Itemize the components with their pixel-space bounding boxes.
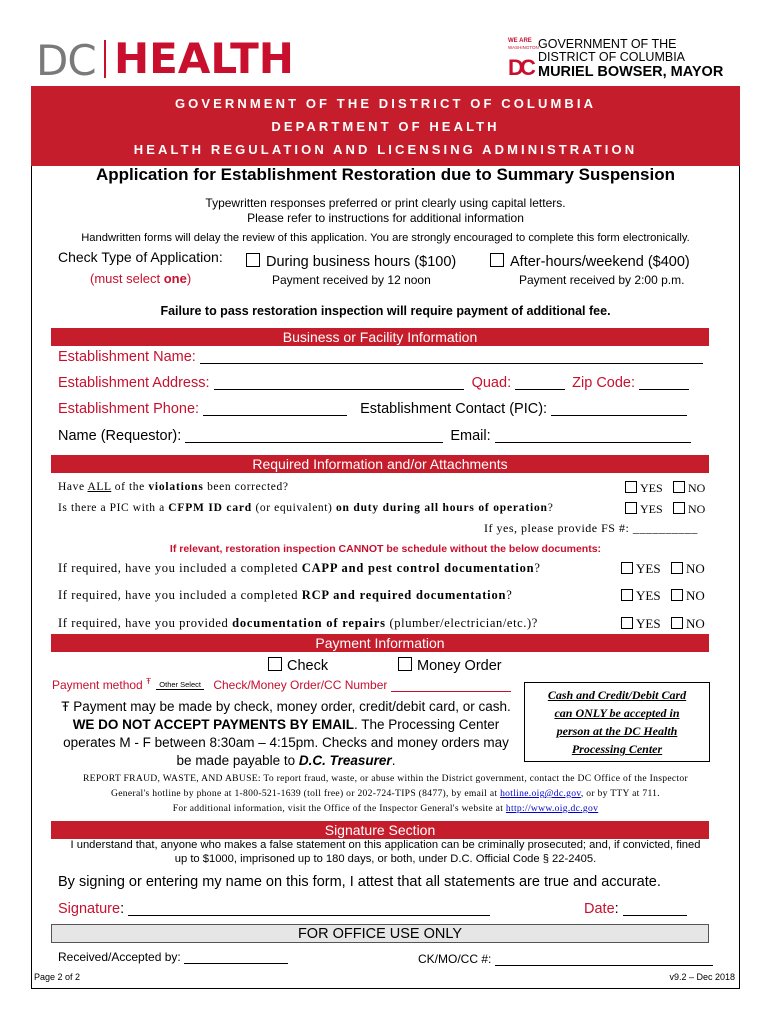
must-select-note bbox=[90, 271, 191, 286]
email-label: Email: bbox=[450, 428, 491, 444]
requestor-label: Name (Requestor): bbox=[58, 428, 182, 444]
payment-para-line1 bbox=[50, 698, 522, 716]
q3-yes-checkbox[interactable] bbox=[621, 562, 633, 574]
q5-yes-checkbox[interactable] bbox=[621, 617, 633, 629]
establishment-name-field[interactable] bbox=[200, 349, 703, 364]
payment-para-line3: operates M - F between 8:30am – 4:15pm. Checks and money orders may bbox=[63, 735, 509, 750]
question-pic-on-duty bbox=[58, 502, 553, 514]
payment-para-line2-rest: . The Processing Center bbox=[353, 717, 500, 732]
q2-no-checkbox[interactable] bbox=[673, 502, 685, 514]
payment-method-row bbox=[52, 677, 511, 692]
gov-line2: DISTRICT OF COLUMBIA bbox=[538, 50, 686, 64]
logo-dc: DC bbox=[36, 36, 96, 85]
q1-pre: Have bbox=[58, 481, 88, 493]
office-use-heading: FOR OFFICE USE ONLY bbox=[51, 924, 709, 943]
instruction-line3: Handwritten forms will delay the review of this application. You are strongly encouraged to complete this form electronically. bbox=[81, 232, 690, 244]
establishment-phone-row bbox=[58, 401, 687, 417]
signature-colon: : bbox=[120, 901, 125, 917]
q2-pre: Is there a PIC with a bbox=[58, 502, 169, 514]
payment-para-line1-text: Payment may be made by check, money order, credit/debit card, or cash. bbox=[73, 699, 511, 714]
box-line1 bbox=[525, 686, 709, 704]
money-order-option[interactable] bbox=[398, 657, 502, 674]
check-label: Check bbox=[287, 658, 329, 674]
business-hours-note: Payment received by 12 noon bbox=[272, 273, 431, 287]
quad-label: Quad: bbox=[471, 375, 512, 391]
check-checkbox[interactable] bbox=[268, 657, 282, 671]
q2-no-option[interactable] bbox=[673, 502, 705, 517]
payment-section-heading: Payment Information bbox=[51, 634, 709, 652]
dc-flag-icon bbox=[508, 53, 534, 84]
washington-text: WASHINGTON bbox=[508, 45, 539, 50]
attestation: By signing or entering my name on this form, I attest that all statements are true and accurate. bbox=[58, 874, 661, 890]
q4-pre: If required, have you included a completed bbox=[58, 588, 302, 602]
signature-section-heading: Signature Section bbox=[51, 821, 709, 839]
date-field[interactable] bbox=[623, 901, 687, 916]
svg-text:D: D bbox=[508, 55, 524, 80]
q3-bold: CAPP and pest control documentation bbox=[301, 561, 535, 575]
q5-post: (plumber/electrician/etc.)? bbox=[385, 616, 538, 630]
payment-para-line2 bbox=[50, 716, 522, 734]
ck-mo-cc-field[interactable] bbox=[495, 951, 713, 966]
q1-bold: violations bbox=[148, 481, 204, 493]
question-capp bbox=[58, 561, 541, 576]
q2-bold2: on duty during all hours of operation bbox=[335, 502, 548, 514]
payment-para-line4-pre: be made payable to bbox=[176, 753, 299, 768]
box-line3 bbox=[525, 722, 709, 740]
mayor-line: MURIEL BOWSER, MAYOR bbox=[538, 64, 724, 80]
payment-method-dagger: Ŧ bbox=[146, 677, 151, 686]
signature-field[interactable] bbox=[128, 901, 490, 916]
box-line1-text: Cash and Credit/Debit Card bbox=[547, 688, 687, 702]
dc-government-logo bbox=[508, 38, 738, 84]
q1-no-label: NO bbox=[688, 481, 706, 495]
ck-mo-cc-row bbox=[418, 951, 713, 966]
q3-no-option[interactable] bbox=[671, 561, 705, 577]
box-line4-text: Processing Center bbox=[571, 742, 663, 756]
q4-no-label: NO bbox=[686, 588, 705, 603]
after-hours-checkbox[interactable] bbox=[490, 253, 504, 267]
establishment-phone-label: Establishment Phone: bbox=[58, 401, 200, 417]
q3-no-label: NO bbox=[686, 561, 705, 576]
q2-mid: (or equivalent) bbox=[252, 502, 336, 514]
q5-pre: If required, have you provided bbox=[58, 616, 233, 630]
zip-field[interactable] bbox=[639, 375, 689, 390]
banner-line2: DEPARTMENT OF HEALTH bbox=[271, 119, 500, 134]
option-after-hours[interactable] bbox=[490, 253, 690, 270]
q2-post: ? bbox=[547, 502, 554, 514]
establishment-address-label: Establishment Address: bbox=[58, 375, 210, 391]
requestor-field[interactable] bbox=[185, 428, 443, 443]
q3-pre: If required, have you included a completed bbox=[58, 561, 302, 575]
page-number: Page 2 of 2 bbox=[34, 972, 81, 982]
fraud-line2 bbox=[31, 786, 740, 801]
q4-no-checkbox[interactable] bbox=[671, 589, 683, 601]
other-select-text: Other Select bbox=[159, 680, 201, 689]
we-are-text: WE ARE bbox=[508, 38, 532, 44]
fs-number-label: If yes, please provide FS #: bbox=[484, 521, 630, 535]
gov-line1: GOVERNMENT OF THE bbox=[538, 37, 677, 51]
quad-field[interactable] bbox=[515, 375, 565, 390]
q1-mid: of the bbox=[111, 481, 149, 493]
fs-number-field[interactable]: __________ bbox=[632, 521, 698, 535]
establishment-name-row bbox=[58, 349, 703, 365]
date-row bbox=[584, 901, 687, 917]
payment-para-dagger: Ŧ bbox=[61, 699, 70, 714]
establishment-phone-field[interactable] bbox=[203, 401, 347, 416]
fraud-line1: REPORT FRAUD, WASTE, AND ABUSE: To report fraud, waste, or abuse within the District government, contact the DC Office of the Inspector bbox=[82, 773, 688, 784]
svg-text:C: C bbox=[520, 55, 536, 80]
establishment-contact-field[interactable] bbox=[551, 401, 687, 416]
payment-para-line4 bbox=[50, 752, 522, 770]
box-line2 bbox=[525, 704, 709, 722]
q4-bold: RCP and required documentation bbox=[301, 588, 507, 602]
q5-no-option[interactable] bbox=[671, 616, 705, 632]
q1-no-checkbox[interactable] bbox=[673, 481, 685, 493]
business-section-heading: Business or Facility Information bbox=[51, 328, 709, 346]
box-line3-text: person at the DC Health bbox=[556, 724, 678, 738]
establishment-address-row bbox=[58, 375, 689, 391]
date-label: Date bbox=[584, 901, 615, 917]
banner-line3: HEALTH REGULATION AND LICENSING ADMINISTRATION bbox=[133, 142, 638, 157]
question-violations bbox=[58, 481, 289, 493]
payment-para-line4-bold: D.C. Treasurer bbox=[298, 753, 392, 768]
logo-divider bbox=[104, 40, 106, 78]
hotline-email-link[interactable]: hotline.oig@dc.gov bbox=[500, 788, 581, 799]
statement-line2: up to $1000, imprisoned up to 180 days, or both, under D.C. Official Code § 22-2405. bbox=[174, 853, 597, 865]
q5-yes-option[interactable] bbox=[621, 616, 661, 632]
instruction-line2: Please refer to instructions for additional information bbox=[247, 211, 524, 225]
q4-post: ? bbox=[506, 588, 513, 602]
must-select-bold: one bbox=[163, 271, 187, 286]
signature-label: Signature bbox=[58, 901, 121, 917]
payment-method-select[interactable] bbox=[156, 680, 204, 690]
email-field[interactable] bbox=[495, 428, 691, 443]
after-hours-note: Payment received by 2:00 p.m. bbox=[519, 273, 685, 287]
ck-mo-cc-label: CK/MO/CC #: bbox=[418, 952, 492, 966]
q1-yes-option[interactable] bbox=[625, 481, 663, 496]
fraud-notice bbox=[31, 771, 740, 816]
money-order-checkbox[interactable] bbox=[398, 657, 412, 671]
banner-line1: GOVERNMENT OF THE DISTRICT OF COLUMBIA bbox=[174, 96, 597, 111]
instruction-line1: Typewritten responses preferred or print clearly using capital letters. bbox=[205, 196, 566, 210]
must-select-suffix: ) bbox=[186, 271, 192, 286]
establishment-contact-label: Establishment Contact (PIC): bbox=[360, 401, 548, 417]
q2-yes-option[interactable] bbox=[625, 502, 663, 517]
logo-health: HEALTH bbox=[114, 34, 294, 83]
question-rcp bbox=[58, 588, 512, 603]
must-select-prefix: (must select bbox=[90, 271, 164, 286]
q4-no-option[interactable] bbox=[671, 588, 705, 604]
q2-yes-label: YES bbox=[640, 502, 663, 516]
fraud-line3-pre: For additional information, visit the Office of the Inspector General's website at bbox=[172, 803, 506, 814]
establishment-address-field[interactable] bbox=[214, 375, 464, 390]
payment-para-bold: WE DO NOT ACCEPT PAYMENTS BY EMAIL bbox=[72, 717, 354, 732]
q5-bold: documentation of repairs bbox=[232, 616, 386, 630]
box-line4 bbox=[525, 740, 709, 758]
q1-no-option[interactable] bbox=[673, 481, 705, 496]
q5-no-label: NO bbox=[686, 616, 705, 631]
false-statement-notice bbox=[31, 838, 740, 866]
q2-bold1: CFPM ID card bbox=[168, 502, 252, 514]
q4-yes-option[interactable] bbox=[621, 588, 661, 604]
q3-yes-label: YES bbox=[636, 561, 661, 576]
q5-no-checkbox[interactable] bbox=[671, 617, 683, 629]
received-label: Received/Accepted by: bbox=[58, 950, 181, 964]
date-colon: : bbox=[614, 901, 619, 917]
cash-card-notice-box bbox=[524, 682, 710, 762]
q4-yes-checkbox[interactable] bbox=[621, 589, 633, 601]
business-hours-checkbox[interactable] bbox=[246, 253, 260, 267]
option-business-hours[interactable] bbox=[246, 253, 456, 270]
required-section-heading: Required Information and/or Attachments bbox=[51, 455, 709, 473]
application-type-label: Check Type of Application: bbox=[58, 249, 223, 265]
received-row bbox=[58, 949, 288, 964]
oig-website-link[interactable]: http://www.oig.dc.gov bbox=[505, 803, 599, 814]
box-line2-text: can ONLY be accepted in bbox=[554, 706, 680, 720]
money-order-label: Money Order bbox=[417, 658, 502, 674]
q3-post: ? bbox=[534, 561, 541, 575]
business-hours-label: During business hours ($100) bbox=[266, 254, 457, 270]
payment-number-field[interactable] bbox=[391, 677, 511, 692]
documents-warning: If relevant, restoration inspection CANNOT be schedule without the below documents: bbox=[169, 543, 602, 555]
payment-number-label: Check/Money Order/CC Number bbox=[213, 678, 388, 692]
requestor-row bbox=[58, 428, 691, 444]
check-option[interactable] bbox=[268, 657, 328, 674]
fraud-line2-post: , or by TTY at 711. bbox=[580, 788, 660, 799]
q1-all: ALL bbox=[87, 481, 112, 493]
q2-no-label: NO bbox=[688, 502, 706, 516]
fraud-line2-pre: General's hotline by phone at 1-800-521-1639 (toll free) or 202-724-TIPS (8477), by email at bbox=[111, 788, 501, 799]
zip-label: Zip Code: bbox=[572, 375, 636, 391]
q2-yes-checkbox[interactable] bbox=[625, 502, 637, 514]
signature-row bbox=[58, 901, 490, 917]
question-repairs bbox=[58, 616, 538, 631]
q1-post: been corrected? bbox=[203, 481, 289, 493]
payment-instructions bbox=[50, 698, 522, 770]
after-hours-label: After-hours/weekend ($400) bbox=[510, 254, 690, 270]
payment-para-line4-post: . bbox=[391, 753, 396, 768]
failure-notice: Failure to pass restoration inspection will require payment of additional fee. bbox=[160, 304, 611, 318]
version-label: v9.2 – Dec 2018 bbox=[669, 972, 735, 982]
fs-number-row bbox=[484, 521, 698, 536]
q4-yes-label: YES bbox=[636, 588, 661, 603]
q1-yes-checkbox[interactable] bbox=[625, 481, 637, 493]
statement-line1: I understand that, anyone who makes a false statement on this application can be criminally prosecuted; and, if convicted, fined bbox=[70, 839, 701, 851]
payment-method-label: Payment method bbox=[52, 678, 143, 692]
dc-flag-mark bbox=[508, 38, 539, 84]
q3-no-checkbox[interactable] bbox=[671, 562, 683, 574]
page-title: Application for Establishment Restoration due to Summary Suspension bbox=[95, 165, 676, 184]
received-field[interactable] bbox=[184, 949, 288, 964]
fraud-line3 bbox=[31, 801, 740, 816]
q5-yes-label: YES bbox=[636, 616, 661, 631]
establishment-name-label: Establishment Name: bbox=[58, 349, 196, 365]
q3-yes-option[interactable] bbox=[621, 561, 661, 577]
q1-yes-label: YES bbox=[640, 481, 663, 495]
